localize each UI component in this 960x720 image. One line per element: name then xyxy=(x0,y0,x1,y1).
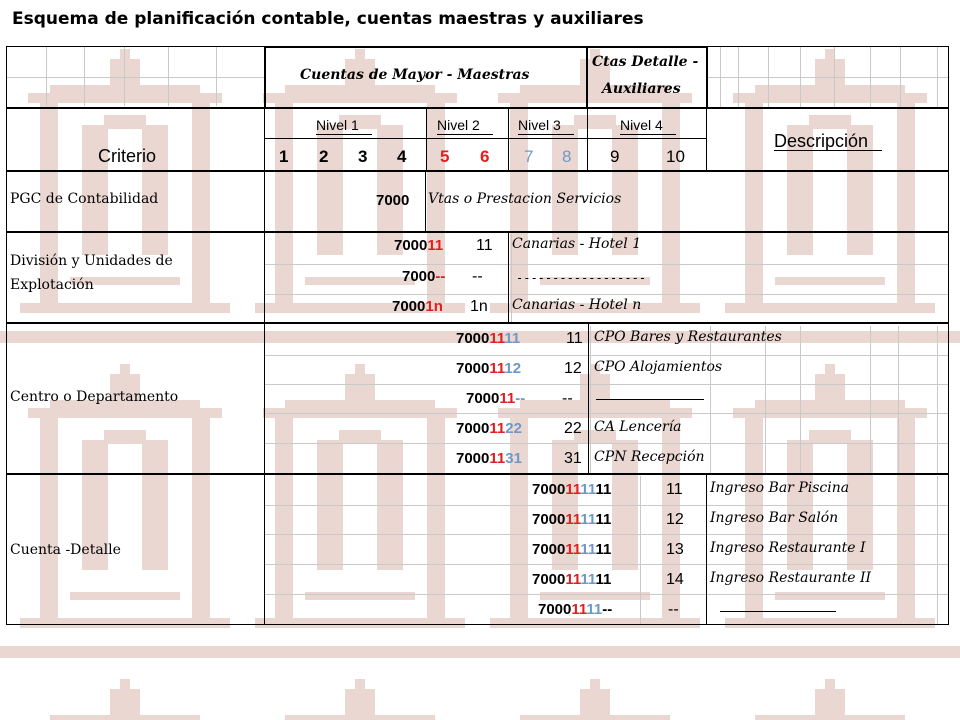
account-description: Canarias - Hotel n xyxy=(512,297,642,313)
account-suffix: 31 xyxy=(564,450,582,467)
digit-3: 3 xyxy=(358,147,368,166)
level-4-label: Nivel 4 xyxy=(620,117,663,133)
account-code: 70001111-- xyxy=(538,601,613,618)
account-code: 7000111111 xyxy=(532,541,612,558)
account-suffix: 1n xyxy=(470,298,488,315)
account-code: 70001112 xyxy=(456,360,522,377)
account-code: 700011-- xyxy=(466,390,526,407)
account-description: Vtas o Prestacion Servicios xyxy=(428,191,622,207)
account-description: CPO Alojamientos xyxy=(594,359,723,375)
account-suffix: 22 xyxy=(564,420,582,437)
account-description: Canarias - Hotel 1 xyxy=(512,236,642,252)
digit-7: 7 xyxy=(524,147,534,166)
account-description: Ingreso Restaurante II xyxy=(710,570,872,586)
placeholder-line xyxy=(720,611,836,612)
level-1-label: Nivel 1 xyxy=(316,117,359,133)
account-code: 70001n xyxy=(392,298,443,315)
account-suffix: 11 xyxy=(666,481,683,498)
account-code: 7000111111 xyxy=(532,481,612,498)
account-suffix: -- xyxy=(562,390,573,407)
account-description: Ingreso Bar Salón xyxy=(710,510,839,526)
account-code: 7000111111 xyxy=(532,511,612,528)
digit-6: 6 xyxy=(480,147,490,166)
detalle-header-line2: Auxiliares xyxy=(602,81,681,97)
section-division-line2: Explotación xyxy=(10,277,94,293)
section-division-line1: División y Unidades de xyxy=(10,253,173,269)
account-description: CPN Recepción xyxy=(594,449,705,465)
account-code: 7000-- xyxy=(402,268,446,285)
section-pgc: PGC de Contabilidad xyxy=(10,191,159,207)
account-suffix: -- xyxy=(668,601,679,618)
descripcion-header: Descripción xyxy=(774,131,869,151)
account-code: 700011 xyxy=(394,237,444,254)
mayor-header: Cuentas de Mayor - Maestras xyxy=(300,67,530,83)
account-suffix: 12 xyxy=(564,360,582,377)
account-description: Ingreso Bar Piscina xyxy=(710,480,850,496)
account-code: 7000111111 xyxy=(532,571,612,588)
account-code: 70001111 xyxy=(456,330,521,347)
digit-10: 10 xyxy=(666,147,685,166)
criterio-header: Criterio xyxy=(98,146,157,166)
account-description: ------------------ xyxy=(516,271,647,285)
account-suffix: 11 xyxy=(566,330,583,347)
detalle-header-line1: Ctas Detalle - xyxy=(592,54,699,70)
page-title: Esquema de planificación contable, cuentas maestras y auxiliares xyxy=(12,9,644,29)
digit-5: 5 xyxy=(440,147,450,166)
level-3-label: Nivel 3 xyxy=(518,117,561,133)
account-suffix: 11 xyxy=(476,237,493,254)
account-suffix: 12 xyxy=(666,511,684,528)
digit-1: 1 xyxy=(279,147,289,166)
digit-8: 8 xyxy=(562,147,572,166)
digit-2: 2 xyxy=(319,147,329,166)
level-2-label: Nivel 2 xyxy=(437,117,480,133)
account-code: 70001122 xyxy=(456,420,522,437)
account-code: 70001131 xyxy=(456,450,522,467)
account-code: 7000 xyxy=(376,192,410,209)
placeholder-line xyxy=(596,399,704,400)
account-description: Ingreso Restaurante I xyxy=(710,540,866,556)
section-centro: Centro o Departamento xyxy=(10,389,179,405)
account-suffix: 13 xyxy=(666,541,684,558)
account-description: CPO Bares y Restaurantes xyxy=(594,329,782,345)
account-description: CA Lencería xyxy=(594,419,682,435)
account-suffix: 14 xyxy=(666,571,684,588)
account-suffix: -- xyxy=(472,268,483,285)
digit-9: 9 xyxy=(610,147,620,166)
digit-4: 4 xyxy=(397,147,407,166)
section-cuenta: Cuenta -Detalle xyxy=(10,542,121,558)
